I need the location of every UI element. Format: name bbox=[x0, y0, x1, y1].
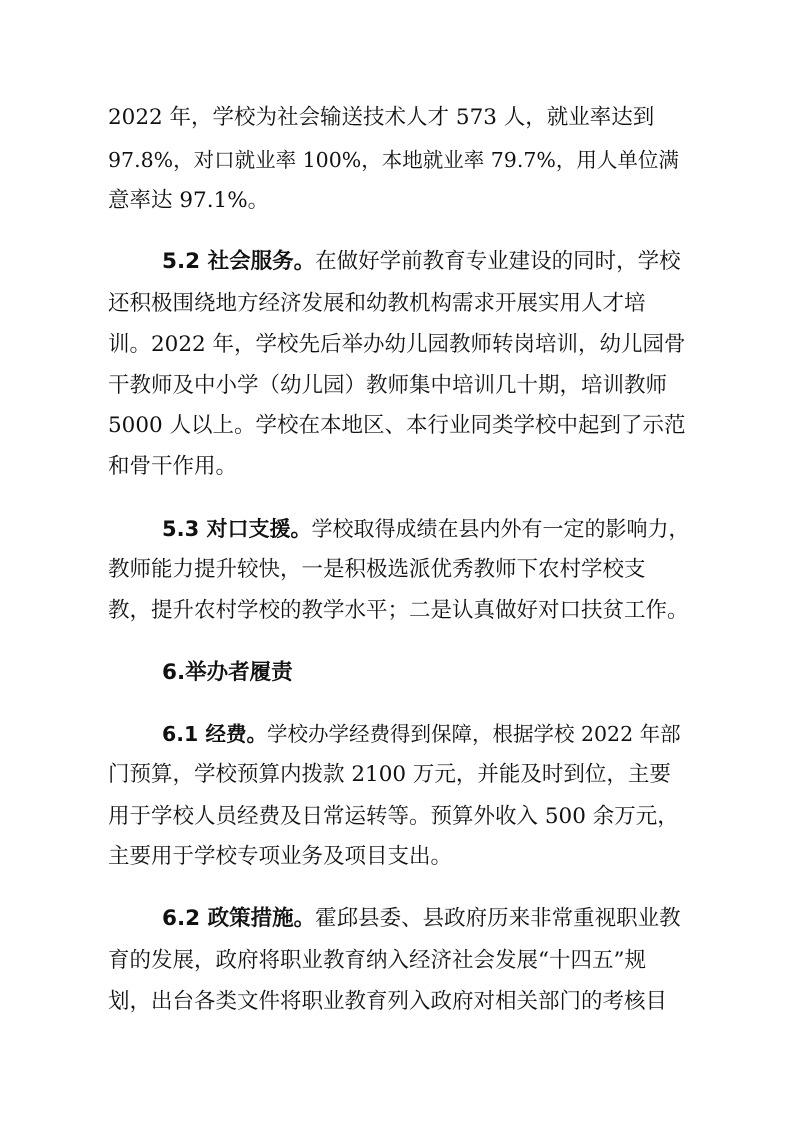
body-text: 学校取得成绩在县内外有一定的影响力， bbox=[311, 517, 690, 541]
body-text-line: 教，提升农村学校的教学水平；二是认真做好对口扶贫工作。 bbox=[108, 598, 689, 623]
body-text: 学校办学经费得到保障，根据学校 2022 年部 bbox=[266, 722, 681, 746]
body-text-line: 划，出台各类文件将职业教育列入政府对相关部门的考核目 bbox=[108, 989, 668, 1014]
section-heading-5-3: 5.3 对口支援。 bbox=[162, 517, 312, 541]
body-text-line: 97.8%，对口就业率 100%，本地就业率 79.7%，用人单位满 bbox=[108, 148, 679, 172]
paragraph-first-line bbox=[162, 719, 681, 749]
body-text-line: 教师能力提升较快，一是积极选派优秀教师下农村学校支 bbox=[108, 557, 646, 582]
body-text-line: 干教师及中小学（幼儿园）教师集中培训几十期，培训教师 bbox=[108, 373, 668, 398]
body-text: 在做好学前教育专业建设的同时，学校 bbox=[315, 249, 681, 274]
paragraph-first-line bbox=[162, 514, 690, 544]
body-text-line: 用于学校人员经费及日常运转等。预算外收入 500 余万元， bbox=[108, 804, 679, 829]
section-heading-6-2: 6.2 政策措施。 bbox=[162, 906, 316, 931]
body-text-line: 意率达 97.1%。 bbox=[108, 188, 270, 213]
section-heading-5-2: 5.2 社会服务。 bbox=[162, 249, 316, 274]
body-text-line: 5000 人以上。学校在本地区、本行业同类学校中起到了示范 bbox=[108, 413, 686, 438]
paragraph-first-line bbox=[162, 247, 681, 277]
body-text-line: 主要用于学校专项业务及项目支出。 bbox=[108, 844, 453, 869]
body-text-line: 育的发展，政府将职业教育纳入经济社会发展“十四五”规 bbox=[108, 948, 646, 973]
body-text-line: 还积极围绕地方经济发展和幼教机构需求开展实用人才培 bbox=[108, 291, 646, 316]
paragraph-first-line bbox=[162, 904, 681, 934]
section-heading-6-1: 6.1 经费。 bbox=[162, 722, 267, 746]
body-text-line: 2022 年，学校为社会输送技术人才 573 人，就业率达到 bbox=[108, 105, 655, 130]
body-text-line: 和骨干作用。 bbox=[108, 454, 238, 479]
section-heading-6: 6.举办者履责 bbox=[162, 660, 293, 685]
body-text-line: 门预算，学校预算内拨款 2100 万元，并能及时到位，主要 bbox=[108, 762, 671, 787]
body-text-line: 训。2022 年，学校先后举办幼儿园教师转岗培训，幼儿园骨 bbox=[108, 332, 686, 357]
body-text: 霍邱县委、县政府历来非常重视职业教 bbox=[315, 906, 681, 931]
